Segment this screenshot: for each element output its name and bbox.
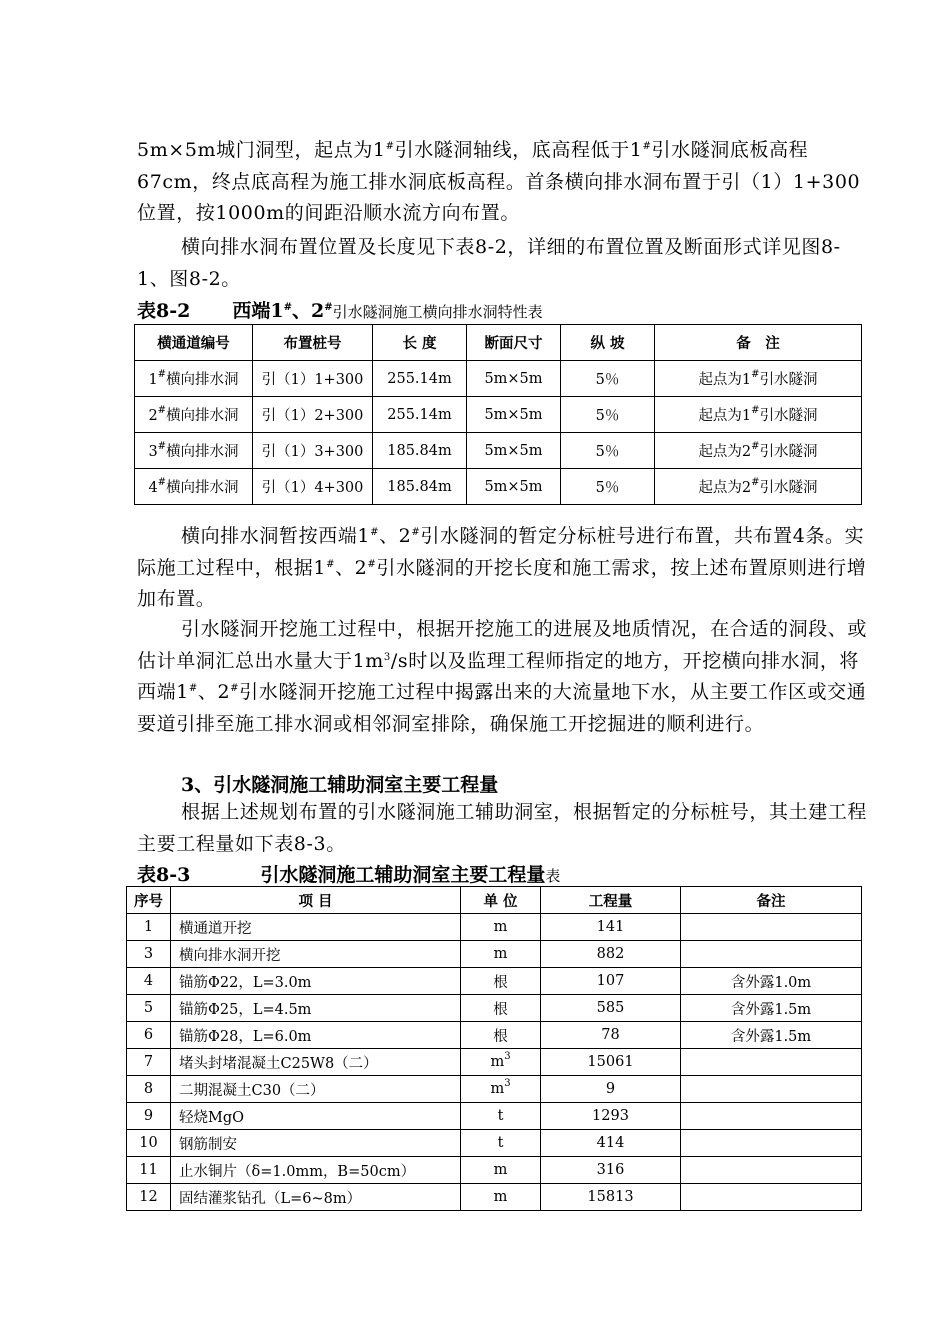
table-row: 7 堵头封堵混凝土C25W8（二） $m^3$ 15061	[127, 1049, 862, 1076]
table-row: 2#横向排水洞 引（1）2+300 255.14m 5m×5m 5％ 起点为1#引水隧洞	[135, 397, 862, 433]
table-8-3	[126, 886, 862, 1211]
paragraph-5: 根据上述规划布置的引水隧洞施工辅助洞室，根据暂定的分标桩号，其土建工程主要工程量如下表8-3。	[137, 801, 868, 855]
table-row: 3 横向排水洞开挖 m 882	[127, 941, 862, 968]
table-row: 12 固结灌浆钻孔（L=6~8m） m 15813	[127, 1184, 862, 1211]
table-row: 9 轻烧MgO t 1293	[127, 1103, 862, 1130]
col-header: 单 位	[461, 887, 541, 914]
table-8-2-caption: 表8-2 西端1#、2#引水隧洞施工横向排水洞特性表	[137, 296, 543, 323]
table-row: 4 锚筋Φ22，L=3.0m 根 107 含外露1.0m	[127, 968, 862, 995]
col-header: 布置桩号	[253, 325, 373, 361]
col-header: 备注	[681, 887, 862, 914]
col-header: 纵 坡	[561, 325, 655, 361]
col-header: 断面尺寸	[467, 325, 561, 361]
table-8-2	[134, 324, 862, 505]
table-8-3-caption: 表8-3 引水隧洞施工辅助洞室主要工程量表	[137, 860, 560, 887]
col-header: 横通道编号	[135, 325, 253, 361]
col-header: 长 度	[373, 325, 467, 361]
paragraph-4: 引水隧洞开挖施工过程中，根据开挖施工的进展及地质情况，在合适的洞段、或估计单洞汇总出水量大于$1m^3/s$时以及监理工程师指定的地方，开挖横向排水洞，将西端1#、2#引水隧洞开挖施工过程中揭露出来的大流量地下水，从主要工作区或交通要道引排至施工排水洞或相邻洞室排除，确保施工开挖掘进的顺利进行。	[137, 618, 868, 735]
caption-number: 表8-2	[137, 300, 191, 322]
table-row: 8 二期混凝土C30（二） $m^3$ 9	[127, 1076, 862, 1103]
paragraph-2: 横向排水洞布置位置及长度见下表8-2，详细的布置位置及断面形式详见图8-1、图8-2。	[137, 236, 841, 290]
caption-number: 表8-3	[137, 864, 191, 886]
table-row: 5 锚筋Φ25，L=4.5m 根 585 含外露1.5m	[127, 995, 862, 1022]
table-row: 1#横向排水洞 引（1）1+300 255.14m 5m×5m 5％ 起点为1#引水隧洞	[135, 361, 862, 397]
col-header: 备 注	[655, 325, 862, 361]
table-row: 11 止水铜片（δ=1.0mm，B=50cm） m 316	[127, 1157, 862, 1184]
table-header-row	[135, 325, 862, 361]
col-header: 项 目	[171, 887, 461, 914]
paragraph-3: 横向排水洞暂按西端1#、2#引水隧洞的暂定分标桩号进行布置，共布置4条。实际施工过程中，根据1#、2#引水隧洞的开挖长度和施工需求，按上述布置原则进行增加布置。	[137, 525, 867, 610]
col-header: 工程量	[541, 887, 681, 914]
paragraph-1: 5m×5m城门洞型，起点为1#引水隧洞轴线，底高程低于1#引水隧洞底板高程67cm，终点底高程为施工排水洞底板高程。首条横向排水洞布置于引（1）1+300位置，按1000m的间距沿顺水流方向布置。	[137, 139, 861, 224]
table-row: 4#横向排水洞 引（1）4+300 185.84m 5m×5m 5％ 起点为2#引水隧洞	[135, 469, 862, 505]
col-header: 序号	[127, 887, 171, 914]
table-header-row	[127, 887, 862, 914]
section-heading-3: 3、引水隧洞施工辅助洞室主要工程量	[181, 774, 499, 796]
table-row: 1 横通道开挖 m 141	[127, 914, 862, 941]
table-row: 10 钢筋制安 t 414	[127, 1130, 862, 1157]
table-row: 3#横向排水洞 引（1）3+300 185.84m 5m×5m 5％ 起点为2#引水隧洞	[135, 433, 862, 469]
table-row: 6 锚筋Φ28，L=6.0m 根 78 含外露1.5m	[127, 1022, 862, 1049]
